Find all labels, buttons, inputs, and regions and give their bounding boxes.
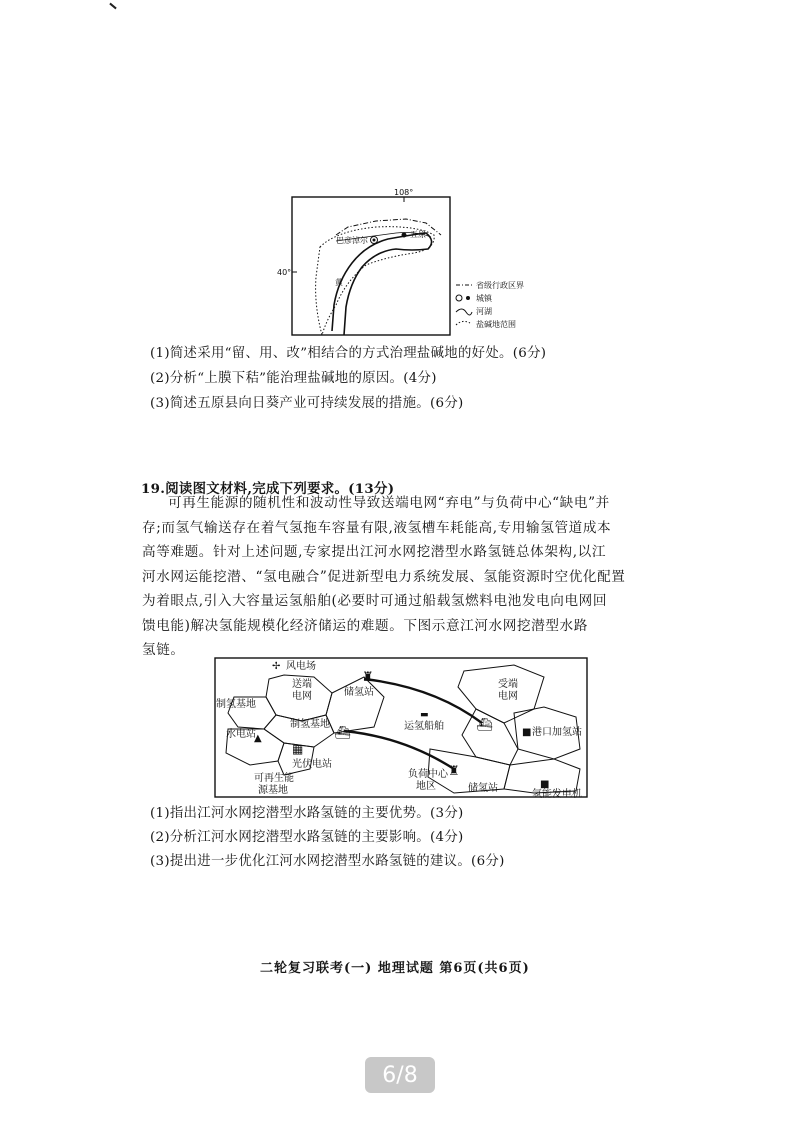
- saline-map-svg: [276, 185, 566, 340]
- material-line: 高等难题。针对上述问题,专家提出江河水网挖潜型水路氢链总体架构,以江: [142, 544, 607, 560]
- h2-base-mid-label: 制氢基地: [290, 719, 330, 730]
- legend-city-icon: [456, 295, 462, 301]
- legend-saline-label: 盐碱地范围: [476, 320, 516, 329]
- wind-turbine-icon: ✢: [272, 661, 281, 672]
- hydro-icon: ▲: [254, 733, 262, 744]
- lon-label: 108°: [394, 188, 414, 197]
- storage-tank-top-icon: ♜: [362, 670, 374, 685]
- load-center-label-2: 地区: [416, 781, 436, 792]
- material-line: 河水网运能挖潜、“氢电融合”促进新型电力系统发展、氢能资源时空优化配置: [142, 568, 626, 585]
- legend-saline-icon: [456, 321, 470, 325]
- pv-station-label: 光伏电站: [292, 759, 332, 770]
- port-station-label: 港口加氢站: [532, 727, 582, 738]
- material-line: 存;而氢气输送存在着气氢拖车容量有限,液氢槽车耗能高,专用输氢管道成本: [142, 519, 612, 536]
- legend-river-icon: [456, 309, 472, 315]
- hydrogen-chain-svg: [214, 657, 588, 798]
- legend-river-label: 河湖: [476, 307, 492, 316]
- q18-sub1: (1)简述采用“留、用、改”相结合的方式治理盐碱地的好处。(6分): [150, 346, 547, 361]
- page-indicator: 6/8: [365, 1057, 435, 1093]
- q19-sub3: (3)提出进一步优化江河水网挖潜型水路氢链的建议。(6分): [150, 854, 505, 869]
- q19-sub1: (1)指出江河水网挖潜型水路氢链的主要优势。(3分): [150, 806, 464, 821]
- storage-tank-bottom-icon: ♜: [448, 764, 460, 779]
- q19-sub2: (2)分析江河水网挖潜型水路氢链的主要影响。(4分): [150, 830, 464, 845]
- generator-icon: ■: [540, 779, 550, 790]
- renewable-base-label-2: 源基地: [258, 785, 288, 796]
- material-line: 馈电能)解决氢能规模化经济储运的难题。下图示意江河水网挖潜型水路: [142, 617, 588, 634]
- q19-material: [142, 491, 672, 663]
- legend-town-icon: [466, 296, 470, 300]
- material-line: 氢链。: [142, 642, 185, 658]
- city-bayannur-dot: [373, 239, 376, 242]
- h2-base-left-label: 制氢基地: [216, 699, 256, 710]
- wind-farm-label: 风电场: [286, 661, 316, 672]
- solar-panel-icon: ▦: [292, 742, 304, 756]
- scan-mark: [109, 3, 116, 10]
- city-wuyuan-icon: [402, 233, 407, 238]
- city-wuyuan-label: 五原: [410, 230, 426, 239]
- legend-boundary-label: 省级行政区界: [476, 281, 524, 290]
- sending-grid-label-1: 送端: [292, 679, 312, 690]
- ship-label: 运氢船舶: [404, 721, 444, 732]
- river-label: 黄: [335, 278, 343, 287]
- h2-generator-label: 氢能发电机: [532, 789, 582, 798]
- storage-station-top-label: 储氢站: [344, 687, 374, 698]
- ship-right-icon: ⛴: [476, 718, 493, 733]
- page-footer: 二轮复习联考(一) 地理试题 第6页(共6页): [260, 961, 530, 976]
- receiving-grid-label-2: 电网: [498, 691, 518, 702]
- sending-grid-label-2: 电网: [292, 691, 312, 702]
- receiving-grid-label-1: 受端: [498, 679, 518, 690]
- ship-small-icon: ▬: [420, 710, 429, 720]
- q18-sub2: (2)分析“上膜下秸”能治理盐碱地的原因。(4分): [150, 371, 437, 386]
- saline-map: [276, 185, 566, 340]
- renewable-base-label-1: 可再生能: [254, 773, 294, 784]
- city-bayannur-label: 巴彦淖尔: [336, 236, 368, 245]
- hydro-station-label: 水电站: [226, 729, 256, 740]
- storage-station-bottom-label: 储氢站: [468, 783, 498, 794]
- material-line: 可再生能源的随机性和波动性导致送端电网“弃电”与负荷中心“缺电”并: [168, 495, 610, 511]
- material-line: 为着眼点,引入大容量运氢船舶(必要时可通过船载氢燃料电池发电向电网回: [142, 593, 608, 609]
- lat-label: 40°: [277, 268, 292, 277]
- q18-sub3: (3)简述五原县向日葵产业可持续发展的措施。(6分): [150, 396, 464, 411]
- q19-title: 19.阅读图文材料,完成下列要求。(13分): [141, 481, 395, 497]
- hydrogen-chain-diagram: [214, 657, 588, 798]
- map-frame: [292, 197, 450, 335]
- load-center-label-1: 负荷中心: [408, 769, 448, 780]
- legend-city-label: 城镇: [476, 294, 492, 303]
- station-icon: ■: [522, 727, 532, 738]
- ship-left-icon: ⛴: [334, 726, 351, 741]
